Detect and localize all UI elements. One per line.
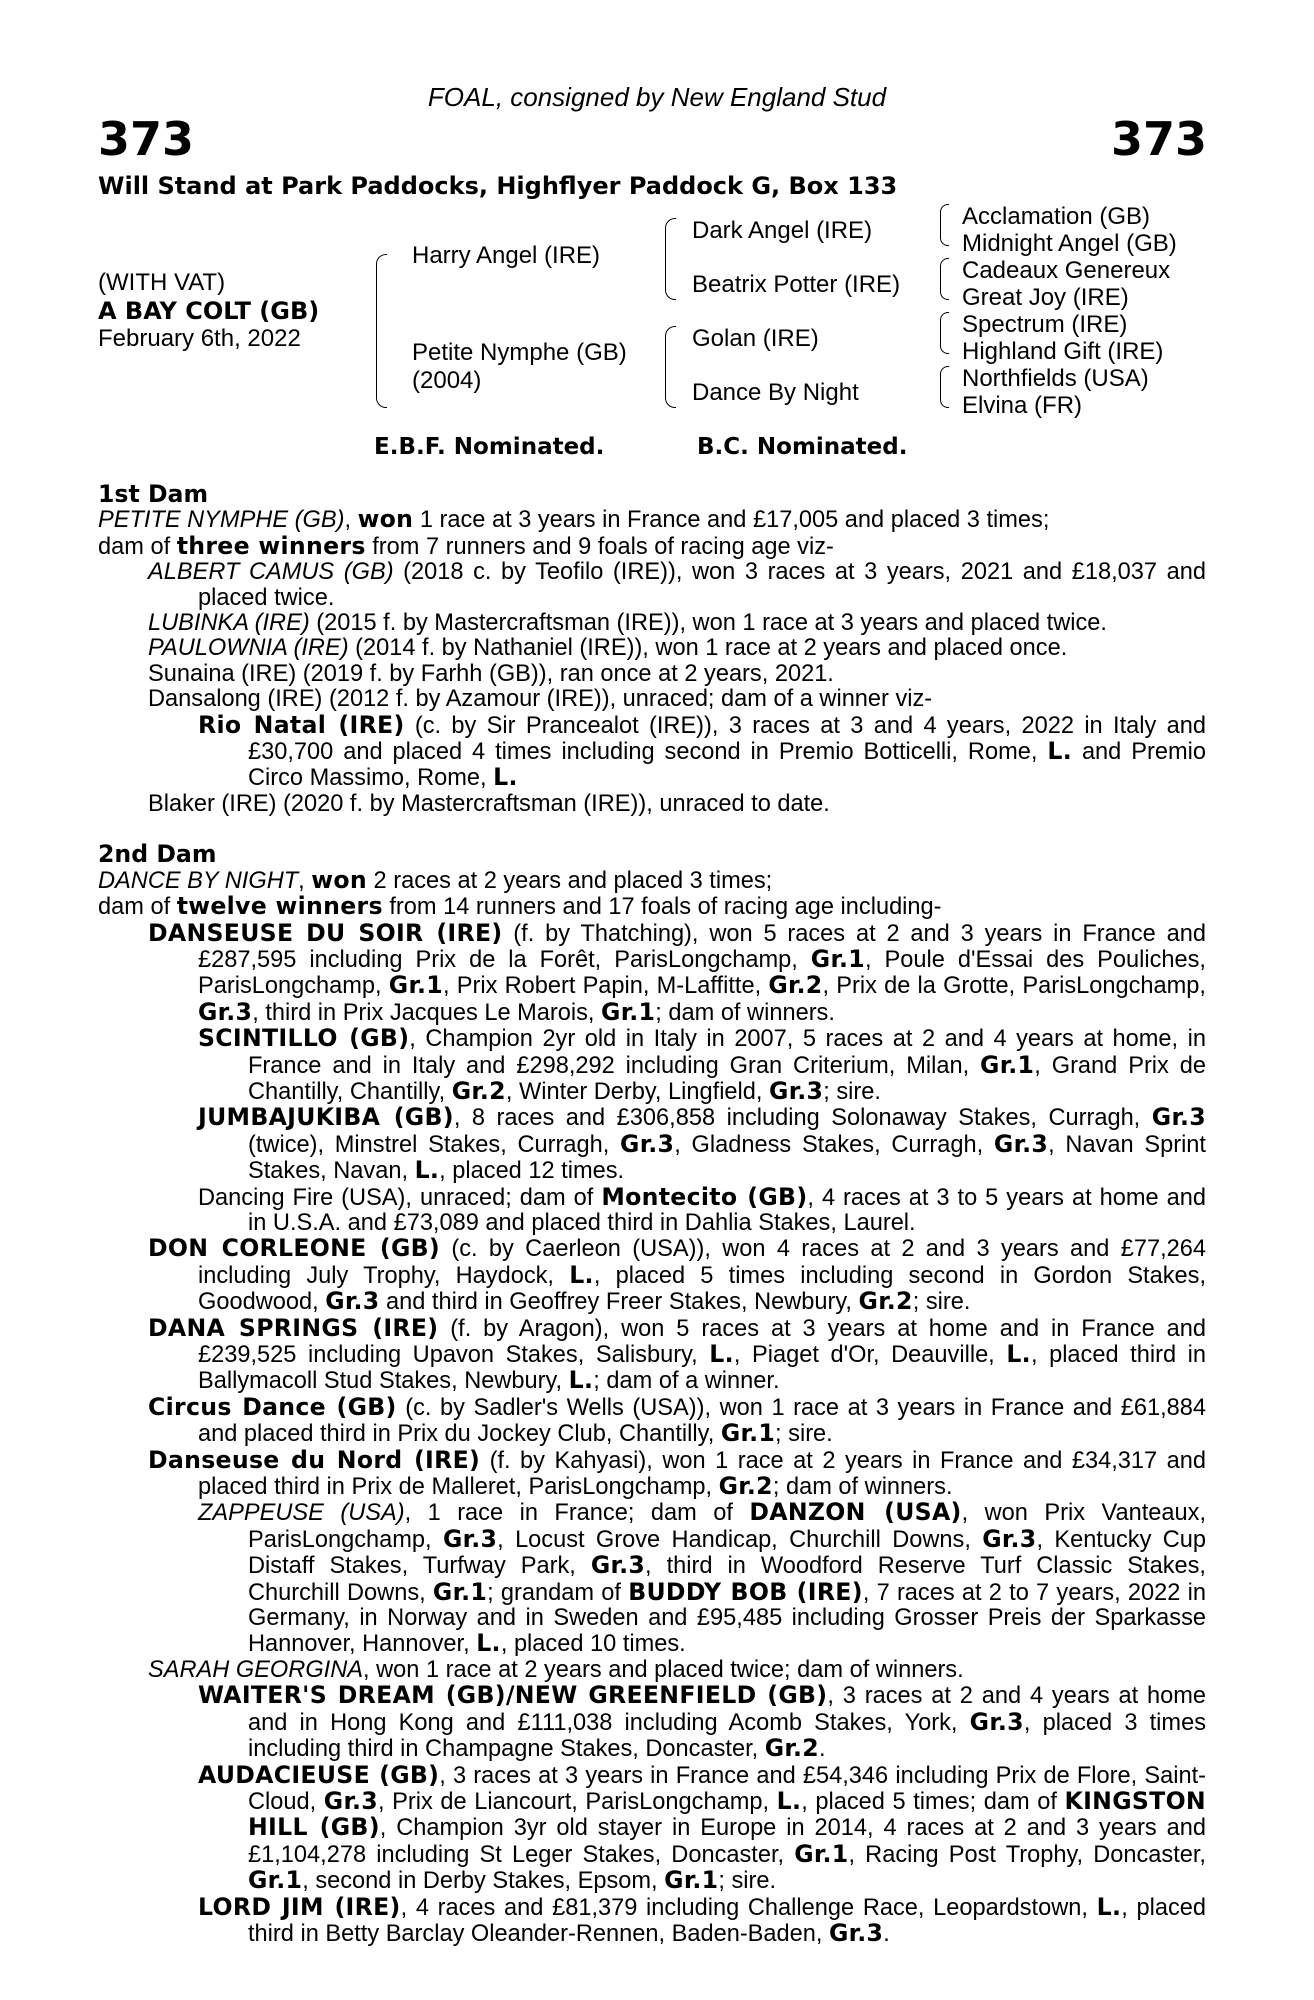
first-dam-heading: 1st Dam	[98, 480, 209, 508]
lot-number-left: 373	[98, 112, 195, 166]
produce-entry: Blaker (IRE) (2020 f. by Mastercraftsman (IRE)), unraced to date.	[148, 790, 830, 817]
produce-entry: Sunaina (IRE) (2019 f. by Farhh (GB)), ran once at 2 years, 2021.	[148, 660, 834, 687]
great-granddam-4: Great Joy (IRE)	[962, 284, 1129, 311]
dam: Petite Nymphe (GB)	[412, 339, 627, 366]
great-grandsire-1: Acclamation (GB)	[962, 203, 1151, 230]
brace-g78	[940, 366, 949, 408]
bc-nomination: B.C. Nominated.	[697, 434, 908, 460]
sire: Harry Angel (IRE)	[412, 242, 601, 269]
ebf-nomination: E.B.F. Nominated.	[374, 434, 605, 460]
first-dam-record: PETITE NYMPHE (GB), won 1 race at 3 years in France and £17,005 and placed 3 times;	[98, 505, 1050, 534]
great-granddam-8: Elvina (FR)	[962, 392, 1083, 419]
produce-entry: Dansalong (IRE) (2012 f. by Azamour (IRE)), unraced; dam of a winner viz-	[148, 686, 933, 713]
dam-dam: Dance By Night	[692, 379, 859, 406]
second-dam-heading: 2nd Dam	[98, 840, 217, 869]
great-grandsire-3: Cadeaux Genereux	[962, 257, 1171, 284]
produce-entry: DANSEUSE DU SOIR (IRE) (f. by Thatching), won 5 races at 2 and 3 years in France and £287,595 including Prix de la Forêt, ParisLongchamp, Gr.1, Poule d'Essai des Pouliches, ParisLongchamp, Gr.1, Prix Robert Papin, M-Laffitte, Gr.2, Prix de la Grotte, ParisLongchamp, Gr.3, third in Prix Jacques Le Marois, Gr.1; dam of winners.	[148, 918, 1207, 1026]
great-granddam-6: Highland Gift (IRE)	[962, 338, 1164, 365]
second-dam-record: DANCE BY NIGHT, won 2 races at 2 years and placed 3 times;	[98, 865, 773, 894]
produce-entry: PAULOWNIA (IRE) (2014 f. by Nathaniel (IRE)), won 1 race at 2 years and placed once.	[148, 635, 1068, 662]
produce-entry: SCINTILLO (GB), Champion 2yr old in Italy in 2007, 5 races at 2 and 4 years at home, in France and in Italy and £298,292 including Gran Criterium, Milan, Gr.1, Grand Prix de Chantilly, Chantilly, Gr.2, Winter Derby, Lingfield, Gr.3; sire.	[198, 1024, 1206, 1105]
brace-g34	[940, 258, 949, 300]
vat-note: (WITH VAT)	[98, 269, 226, 296]
produce-entry: LORD JIM (IRE), 4 races and £81,379 including Challenge Race, Leopardstown, L., placed third in Betty Barclay Oleander-Rennen, Baden-Baden, Gr.3.	[198, 1892, 1207, 1947]
produce-entry: AUDACIEUSE (GB), 3 races at 3 years in France and £54,346 including Prix de Flore, Saint-Cloud, Gr.3, Prix de Liancourt, ParisLongchamp, L., placed 5 times; dam of KINGSTON HILL (GB), Champion 3yr old stayer in Europe in 2014, 4 races at 2 and 3 years and £1,104,278 including St Leger Stakes, Doncaster, Gr.1, Racing Post Trophy, Doncaster, Gr.1, second in Derby Stakes, Epsom, Gr.1; sire.	[198, 1760, 1207, 1895]
dam-sire: Golan (IRE)	[692, 325, 819, 352]
second-dam-produce-summary: dam of twelve winners from 14 runners and 17 foals of racing age including-	[98, 892, 942, 921]
produce-entry: LUBINKA (IRE) (2015 f. by Mastercraftsman (IRE)), won 1 race at 3 years and placed twice.	[148, 610, 1107, 637]
produce-entry: SARAH GEORGINA, won 1 race at 2 years and placed twice; dam of winners.	[148, 1656, 964, 1683]
sire-dam: Beatrix Potter (IRE)	[692, 271, 901, 298]
lot-number-right: 373	[1110, 112, 1207, 166]
horse-name: A BAY COLT (GB)	[98, 297, 320, 325]
brace-main	[376, 254, 387, 408]
produce-entry: WAITER'S DREAM (GB)/NEW GREENFIELD (GB), 3 races at 2 and 4 years at home and in Hong Kong and £111,038 including Acomb Stakes, York, Gr.3, placed 3 times including third in Champagne Stakes, Doncaster, Gr.2.	[198, 1681, 1206, 1763]
produce-entry: Circus Dance (GB) (c. by Sadler's Wells (USA)), won 1 race at 3 years in France and £61,884 and placed third in Prix du Jockey Club, Chantilly, Gr.1; sire.	[148, 1392, 1206, 1448]
produce-entry: Danseuse du Nord (IRE) (f. by Kahyasi), won 1 race at 2 years in France and £34,317 and placed third in Prix de Malleret, ParisLongchamp, Gr.2; dam of winners.	[148, 1445, 1206, 1501]
great-grandsire-7: Northfields (USA)	[962, 365, 1149, 392]
brace-dam	[665, 326, 676, 408]
produce-entry: ALBERT CAMUS (GB) (2018 c. by Teofilo (IRE)), won 3 races at 3 years, 2021 and £18,037 and placed twice.	[148, 559, 1206, 611]
dam-year: (2004)	[412, 367, 482, 394]
brace-g12	[940, 204, 949, 246]
great-grandsire-5: Spectrum (IRE)	[962, 311, 1128, 338]
produce-entry: ZAPPEUSE (USA), 1 race in France; dam of DANZON (USA), won Prix Vanteaux, ParisLongchamp, Gr.3, Locust Grove Handicap, Churchill Downs, Gr.3, Kentucky Cup Distaff Stakes, Turfway Park, Gr.3, third in Woodford Reserve Turf Classic Stakes, Churchill Downs, Gr.1; grandam of BUDDY BOB (IRE), 7 races at 2 to 7 years, 2022 in Germany, in Norway and in Sweden and £95,485 including Grosser Preis der Sparkasse Hannover, Hannover, L., placed 10 times.	[198, 1498, 1206, 1658]
horse-dob: February 6th, 2022	[98, 325, 301, 352]
produce-entry: DANA SPRINGS (IRE) (f. by Aragon), won 5 races at 3 years at home and in France and £239,525 including Upavon Stakes, Salisbury, L., Piaget d'Or, Deauville, L., placed third in Ballymacoll Stud Stakes, Newbury, L.; dam of a winner.	[148, 1313, 1206, 1395]
first-dam-produce-summary: dam of three winners from 7 runners and 9 foals of racing age viz-	[98, 531, 834, 560]
brace-sire	[665, 218, 676, 300]
produce-entry: Dancing Fire (USA), unraced; dam of Montecito (GB), 4 races at 3 to 5 years at home and in U.S.A. and £73,089 and placed third in Dahlia Stakes, Laurel.	[198, 1182, 1207, 1236]
stand-location: Will Stand at Park Paddocks, Highflyer Paddock G, Box 133	[98, 172, 898, 200]
produce-record	[98, 482, 1206, 1947]
produce-entry: JUMBAJUKIBA (GB), 8 races and £306,858 including Solonaway Stakes, Curragh, Gr.3 (twice), Minstrel Stakes, Curragh, Gr.3, Gladness Stakes, Curragh, Gr.3, Navan Sprint Stakes, Navan, L., placed 12 times.	[198, 1103, 1206, 1185]
dam-name: PETITE NYMPHE (GB)	[98, 507, 345, 534]
great-granddam-2: Midnight Angel (GB)	[962, 230, 1177, 257]
produce-entry: Rio Natal (IRE) (c. by Sir Prancealot (IRE)), 3 races at 3 and 4 years, 2022 in Italy and £30,700 and placed 4 times including second in Premio Botticelli, Rome, L. and Premio Circo Massimo, Rome, L.	[198, 710, 1206, 792]
consignment-line: FOAL, consigned by New England Stud	[427, 82, 887, 112]
brace-g56	[940, 312, 949, 354]
produce-entry: DON CORLEONE (GB) (c. by Caerleon (USA)), won 4 races at 2 and 3 years and £77,264 including July Trophy, Haydock, L., placed 5 times including second in Gordon Stakes, Goodwood, Gr.3 and third in Geoffrey Freer Stakes, Newbury, Gr.2; sire.	[148, 1234, 1206, 1316]
sire-sire: Dark Angel (IRE)	[692, 217, 873, 244]
